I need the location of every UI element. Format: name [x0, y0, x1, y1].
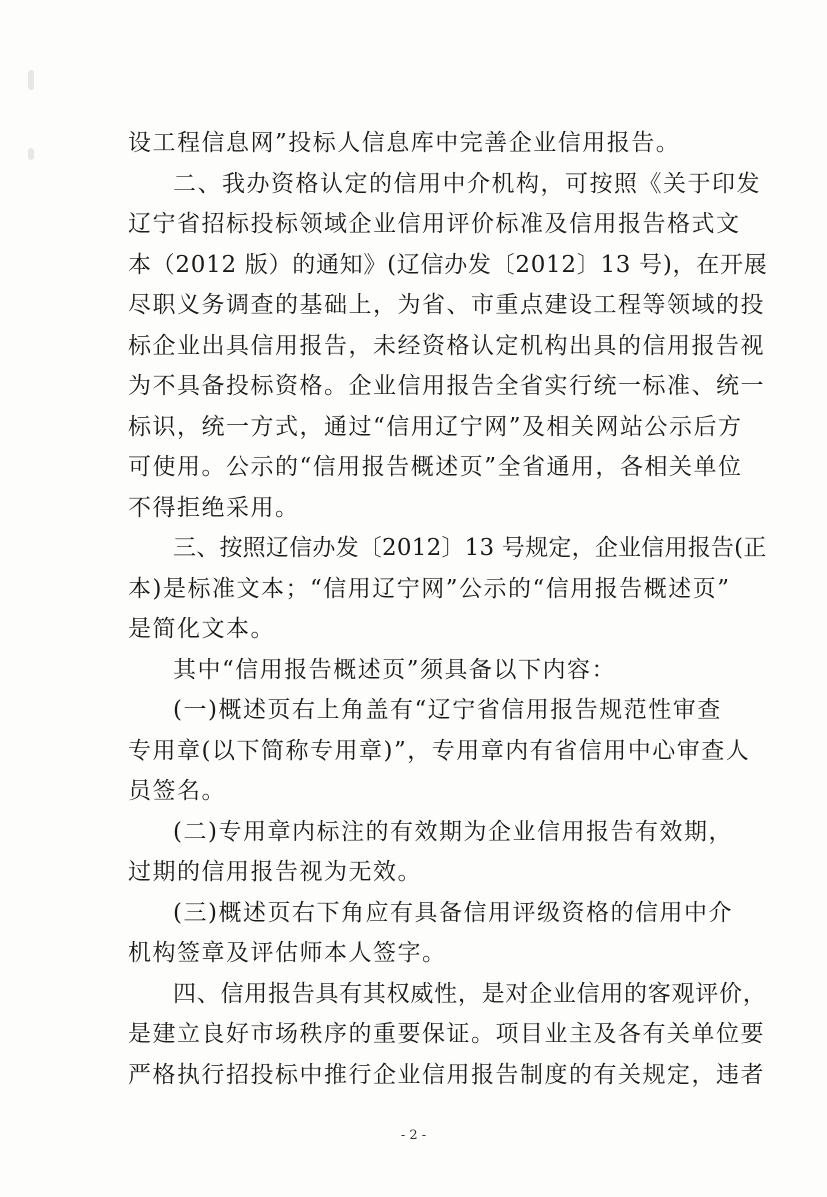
- paragraph-line: 二、我办资格认定的信用中介机构，可按照《关于印发: [173, 171, 761, 197]
- page-number: - 2 -: [400, 1128, 427, 1143]
- scan-artifact: [28, 148, 34, 160]
- paragraph-line: 不得拒绝采用。: [128, 495, 300, 521]
- paragraph-line: 其中“信用报告概述页”须具备以下内容：: [173, 657, 617, 683]
- paragraph-line: 尽职义务调查的基础上，为省、市重点建设工程等领域的投: [128, 292, 765, 318]
- scan-artifact: [28, 70, 34, 90]
- paragraph-line: 本)是标准文本；“信用辽宁网”公示的“信用报告概述页”: [128, 576, 731, 602]
- paragraph-line: 标企业出具信用报告，未经资格认定机构出具的信用报告视: [128, 333, 765, 359]
- paragraph-line: 为不具备投标资格。企业信用报告全省实行统一标准、统一: [128, 373, 765, 399]
- paragraph-line: 过期的信用报告视为无效。: [128, 859, 422, 885]
- paragraph-line: 专用章(以下简称专用章)”，专用章内有省信用中心审查人: [128, 738, 751, 764]
- paragraph-line: 本（2012 版）的通知》(辽信办发〔2012〕13 号)，在开展: [128, 252, 768, 278]
- paragraph-line: (一)概述页右上角盖有“辽宁省信用报告规范性审查: [173, 697, 722, 723]
- paragraph-line: 四、信用报告具有其权威性，是对企业信用的客观评价，: [173, 981, 767, 1007]
- paragraph-line: 辽宁省招标投标领域企业信用评价标准及信用报告格式文: [128, 211, 741, 237]
- paragraph-line: (三)概述页右下角应有具备信用评级资格的信用中介: [173, 900, 733, 926]
- paragraph-line: 是简化文本。: [128, 616, 275, 642]
- paragraph-line: 是建立良好市场秩序的重要保证。项目业主及各有关单位要: [128, 1021, 765, 1047]
- paragraph-line: 三、按照辽信办发〔2012〕13 号规定，企业信用报告(正: [173, 535, 767, 561]
- paragraph-line: 员签名。: [128, 778, 226, 804]
- paragraph-line: 机构签章及评估师本人签字。: [128, 940, 447, 966]
- paragraph-line: (二)专用章内标注的有效期为企业信用报告有效期，: [173, 819, 733, 845]
- paragraph-line: 标识，统一方式，通过“信用辽宁网”及相关网站公示后方: [128, 414, 743, 440]
- paragraph-line: 严格执行招投标中推行企业信用报告制度的有关规定，违者: [128, 1062, 765, 1088]
- paragraph-line: 设工程信息网”投标人信息库中完善企业信用报告。: [128, 130, 681, 156]
- paragraph-line: 可使用。公示的“信用报告概述页”全省通用，各相关单位: [128, 454, 743, 480]
